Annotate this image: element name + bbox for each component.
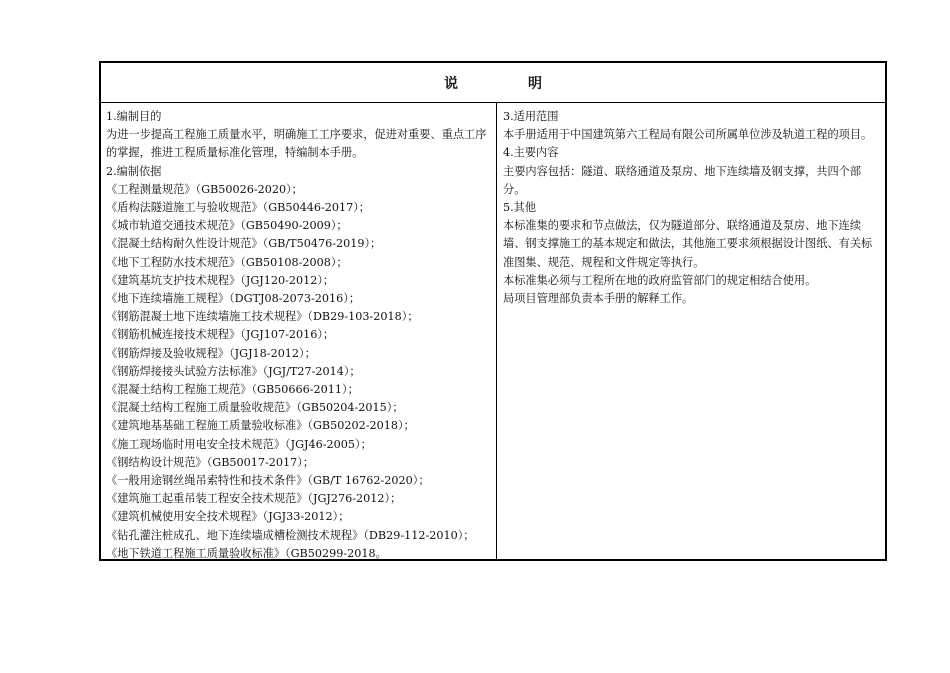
reference-item: 《地下铁道工程施工质量验收标准》（GB50299-2018。 (106, 546, 387, 560)
reference-list (106, 181, 496, 563)
reference-item: 《钢结构设计规范》（GB50017-2017）； (106, 455, 315, 469)
left-column (101, 102, 497, 559)
reference-item: 《地下连续墙施工规程》（DGTJ08-2073-2016）； (106, 292, 361, 306)
reference-item: 《地下工程防水技术规范》（GB50108-2008）； (106, 255, 348, 269)
reference-item: 《建筑机械使用安全技术规程》（JGJ33-2012）； (106, 510, 350, 524)
section-heading-purpose: 1.编制目的 (106, 110, 162, 123)
reference-item: 《建筑施工起重吊装工程安全技术规范》（JGJ276-2012）； (106, 492, 402, 506)
reference-item: 《盾构法隧道施工与验收规范》（GB50446-2017）； (106, 201, 370, 215)
reference-item: 《钻孔灌注桩成孔、地下连续墙成槽检测技术规程》（DB29-112-2010）； (106, 528, 475, 542)
reference-item: 《钢筋焊接及验收规程》（JGJ18-2012）； (106, 346, 316, 360)
right-column (497, 102, 885, 559)
other-text-2: 本标准集必须与工程所在地的政府监管部门的规定相结合使用。 (503, 273, 817, 287)
other-text-1: 本标准集的要求和节点做法，仅为隧道部分、联络通道及泵房、地下连续墙、钢支撑施工的基本规定和做法，其他施工要求须根据设计图纸、有关标准图集、规范、规程和文件规定等执行。 (503, 219, 873, 269)
reference-item: 《工程测量规范》（GB50026-2020）； (106, 182, 303, 196)
section-heading-content: 4.主要内容 (503, 146, 559, 160)
reference-item: 《建筑地基基础工程施工质量验收标准》（GB50202-2018）； (106, 419, 415, 433)
reference-item: 《混凝土结构工程施工质量验收规范》（GB50204-2015）； (106, 401, 404, 415)
other-text-3: 局项目管理部负责本手册的解释工作。 (503, 292, 694, 306)
reference-item: 《钢筋机械连接技术规程》（JGJ107-2016）； (106, 328, 335, 342)
reference-item: 《建筑基坑支护技术规程》（JGJ120-2012）； (106, 273, 335, 287)
instructions-table (99, 61, 887, 561)
reference-item: 《混凝土结构耐久性设计规范》（GB/T50476-2019）； (106, 237, 382, 251)
reference-item: 《钢筋混凝土地下连续墙施工技术规程》（DB29-103-2018）； (106, 310, 419, 324)
reference-item: 《城市轨道交通技术规范》（GB50490-2009）； (106, 219, 348, 233)
reference-item: 《混凝土结构工程施工规范》（GB50666-2011）； (106, 383, 359, 397)
reference-item: 《施工现场临时用电安全技术规范》（JGJ46-2005）； (106, 437, 372, 451)
purpose-text: 为进一步提高工程施工质量水平，明确施工工序要求，促进对重要、重点工序的掌握，推进工程质量标准化管理，特编制本手册。 (106, 128, 487, 160)
reference-item: 《钢筋焊接接头试验方法标准》（JGJ/T27-2014）； (106, 364, 361, 378)
section-heading-other: 5.其他 (503, 201, 537, 215)
section-heading-basis: 2.编制依据 (106, 164, 162, 178)
title-row (101, 63, 885, 103)
scope-text: 本手册适用于中国建筑第六工程局有限公司所属单位涉及轨道工程的项目。 (503, 128, 873, 142)
reference-item: 《一般用途钢丝绳吊索特性和技术条件》（GB/T 16762-2020）； (106, 474, 430, 488)
page-title: 说 明 (444, 75, 570, 92)
section-heading-scope: 3.适用范围 (503, 110, 559, 123)
content-text: 主要内容包括：隧道、联络通道及泵房、地下连续墙及钢支撑，共四个部分。 (503, 164, 862, 196)
